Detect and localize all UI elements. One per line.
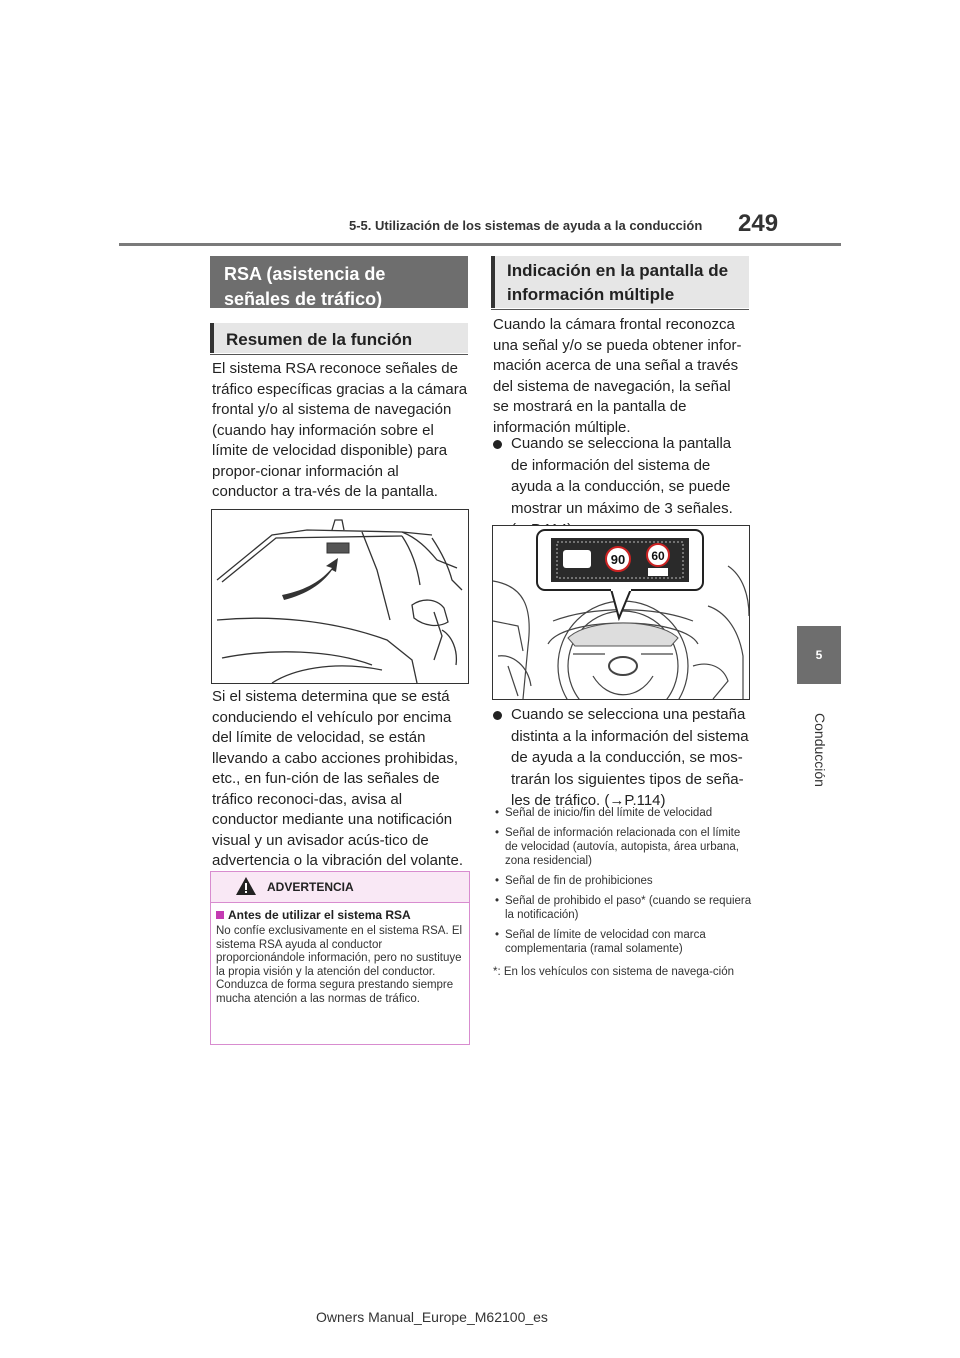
camera-box: [327, 543, 349, 553]
bullet-icon: [493, 711, 502, 720]
footer-manual-id: Owners Manual_Europe_M62100_es: [316, 1309, 548, 1325]
warning-header: [211, 872, 469, 903]
list-item: • Señal de información relacionada con el límite de velocidad (autovía, autopista, área urbana, zona residencial): [495, 827, 741, 867]
summary-paragraph: El sistema RSA reconoce señales de tráfico específicas gracias a la cámara frontal y/o al sistema de navegación (cuando hay información sobre el límite de velocidad disponible) para propor-cionar información al conductor a tra-vés de la pantalla.: [212, 360, 468, 500]
subheading-rule-right: [491, 309, 749, 310]
square-bullet-icon: [216, 911, 224, 919]
header-divider: [119, 243, 841, 246]
end-sign-icon: [563, 550, 591, 568]
dashboard-figure: [492, 525, 750, 700]
dashboard-illustration: [493, 526, 749, 699]
subheading-summary: Resumen de la función: [210, 323, 468, 353]
list-item: • Señal de fin de prohibiciones: [495, 875, 653, 887]
page-number: 249: [738, 210, 779, 237]
car-windshield-illustration: [212, 510, 468, 683]
speed-sign-value: 90: [610, 552, 626, 567]
speed-sign-value: 60: [651, 549, 665, 563]
subheading-display: Indicación en la pantalla de información múltiple: [491, 256, 749, 308]
section-header: 5-5. Utilización de los sistemas de ayuda a la conducción: [349, 218, 703, 233]
chapter-tab[interactable]: 5: [797, 626, 841, 684]
list-item: • Señal de inicio/fin del límite de velocidad: [495, 807, 713, 819]
list-item: • Señal de límite de velocidad con marca complementaria (ramal solamente): [495, 929, 706, 955]
weather-plate-icon: [648, 568, 668, 576]
chapter-label: Conducción: [812, 713, 828, 787]
warning-box: [210, 871, 470, 1045]
bullet-icon: [493, 440, 502, 449]
main-heading: RSA (asistencia de señales de tráfico): [210, 256, 468, 308]
subheading-rule: [210, 354, 468, 355]
warning-text: No confíe exclusivamente en el sistema RSA. El sistema RSA ayuda al conductor proporcionándole información, pero no sustituye la propia visión y la atención del conductor. Conduzca de forma segura prestando siempre mucha atención a las normas de tráfico.: [216, 925, 463, 1005]
alert-paragraph: Si el sistema determina que se está conduciendo el vehículo por encima del límite de velocidad, se están llevando a cabo acciones prohibidas, etc., en fun-ción de las señales de tráfico reconoci-das, avisa al conductor mediante una notificación visual y un avisador acús-tico de advertencia o la vibración del volante.: [212, 688, 463, 869]
sign-type-list: [493, 806, 753, 988]
warning-title: ADVERTENCIA: [267, 880, 354, 894]
list-item: • Señal de prohibido el paso* (cuando se requiera la notificación): [495, 895, 752, 921]
bullet-item: Cuando se selecciona la pantalla de información del sistema de ayuda a la conducción, se puede mostrar un máximo de 3 señales.: [493, 433, 749, 541]
car-camera-figure: [211, 509, 469, 684]
bullet-item: Cuando se selecciona una pestaña distinta a la información del sistema de ayuda a la conducción, se mos-trarán los siguientes tipos de seña-les de tráfico. (→P.114): [493, 704, 751, 812]
display-paragraph: Cuando la cámara frontal reconozca una señal y/o se pueda obtener infor-mación acerca de una señal a través del sistema de navegación, la señal se mostrará en la pantalla de información múltiple.: [493, 316, 742, 436]
warning-triangle-icon: [235, 876, 257, 896]
warning-subtitle: Antes de utilizar el sistema RSA: [216, 908, 411, 922]
footnote: *: En los vehículos con sistema de navega-ción: [493, 966, 734, 978]
arrow-icon: [282, 558, 338, 600]
